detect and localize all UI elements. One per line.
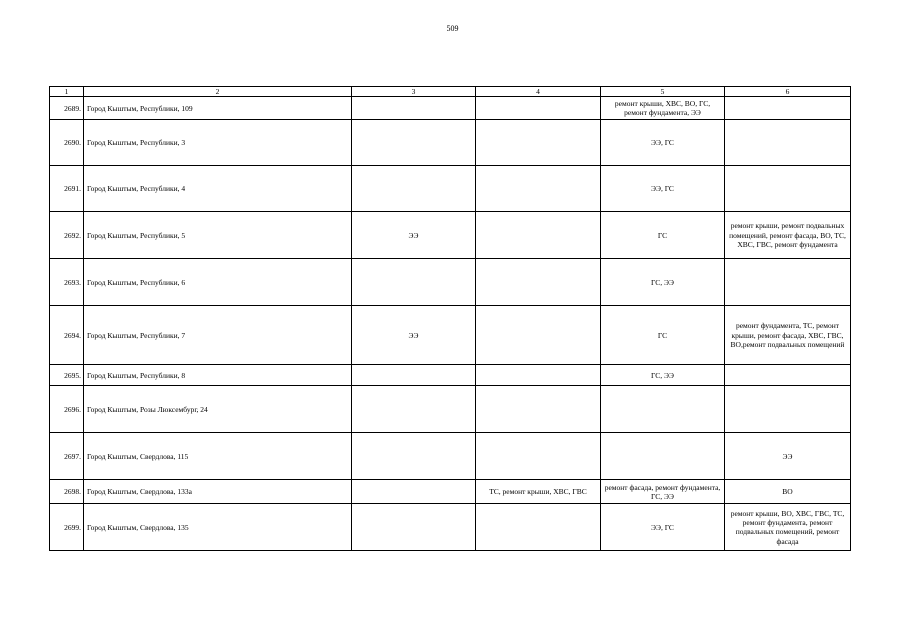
table-row	[50, 433, 851, 480]
row-number: 2694.	[50, 306, 84, 365]
header-cell: 1	[50, 87, 84, 97]
address-cell: Город Кыштым, Республики, 6	[84, 259, 352, 306]
col5-cell: ГС, ЭЭ	[601, 365, 725, 386]
col6-cell: ремонт фундамента, ТС, ремонт крыши, ремонт фасада, ХВС, ГВС, ВО,ремонт подвальных помещений	[725, 306, 851, 365]
col6-cell: ВО	[725, 480, 851, 504]
col4-cell	[476, 212, 601, 259]
table-row	[50, 212, 851, 259]
col4-cell	[476, 504, 601, 551]
col4-cell: ТС, ремонт крыши, ХВС, ГВС	[476, 480, 601, 504]
address-cell: Город Кыштым, Свердлова, 115	[84, 433, 352, 480]
row-number: 2699.	[50, 504, 84, 551]
col3-cell	[352, 120, 476, 166]
row-number: 2695.	[50, 365, 84, 386]
row-number: 2689.	[50, 97, 84, 120]
address-cell: Город Кыштым, Республики, 109	[84, 97, 352, 120]
address-cell: Город Кыштым, Республики, 3	[84, 120, 352, 166]
table-row	[50, 97, 851, 120]
row-number: 2697.	[50, 433, 84, 480]
table-row	[50, 365, 851, 386]
col4-cell	[476, 365, 601, 386]
row-number: 2693.	[50, 259, 84, 306]
table-row	[50, 306, 851, 365]
row-number: 2698.	[50, 480, 84, 504]
col6-cell: ремонт крыши, ВО, ХВС, ГВС, ТС, ремонт фундамента, ремонт подвальных помещений, ремонт фасада	[725, 504, 851, 551]
address-cell: Город Кыштым, Свердлова, 135	[84, 504, 352, 551]
row-number: 2690.	[50, 120, 84, 166]
header-cell: 3	[352, 87, 476, 97]
col3-cell: ЭЭ	[352, 212, 476, 259]
header-cell: 6	[725, 87, 851, 97]
row-number: 2691.	[50, 166, 84, 212]
header-cell: 4	[476, 87, 601, 97]
col5-cell	[601, 386, 725, 433]
table-row	[50, 386, 851, 433]
col3-cell	[352, 433, 476, 480]
address-cell: Город Кыштым, Республики, 5	[84, 212, 352, 259]
col6-cell	[725, 120, 851, 166]
col3-cell	[352, 97, 476, 120]
page-number: 509	[446, 24, 459, 33]
col6-cell: ЭЭ	[725, 433, 851, 480]
row-number: 2692.	[50, 212, 84, 259]
table-row	[50, 166, 851, 212]
col5-cell	[601, 433, 725, 480]
col4-cell	[476, 120, 601, 166]
address-cell: Город Кыштым, Республики, 4	[84, 166, 352, 212]
col4-cell	[476, 433, 601, 480]
col4-cell	[476, 97, 601, 120]
address-cell: Город Кыштым, Розы Люксембург, 24	[84, 386, 352, 433]
col3-cell	[352, 166, 476, 212]
header-row	[50, 87, 851, 97]
col5-cell: ремонт крыши, ХВС, ВО, ГС, ремонт фундамента, ЭЭ	[601, 97, 725, 120]
col5-cell: ГС	[601, 212, 725, 259]
col3-cell: ЭЭ	[352, 306, 476, 365]
col6-cell: ремонт крыши, ремонт подвальных помещений, ремонт фасада, ВО, ТС, ХВС, ГВС, ремонт фундамента	[725, 212, 851, 259]
data-table	[49, 86, 851, 551]
col5-cell: ЭЭ, ГС	[601, 120, 725, 166]
address-cell: Город Кыштым, Республики, 7	[84, 306, 352, 365]
table-row	[50, 259, 851, 306]
col5-cell: ГС	[601, 306, 725, 365]
col4-cell	[476, 259, 601, 306]
col4-cell	[476, 386, 601, 433]
col6-cell	[725, 365, 851, 386]
col5-cell: ЭЭ, ГС	[601, 166, 725, 212]
address-cell: Город Кыштым, Свердлова, 133а	[84, 480, 352, 504]
col6-cell	[725, 97, 851, 120]
col6-cell	[725, 259, 851, 306]
col6-cell	[725, 166, 851, 212]
header-cell: 2	[84, 87, 352, 97]
col3-cell	[352, 480, 476, 504]
col3-cell	[352, 259, 476, 306]
col3-cell	[352, 504, 476, 551]
table-row	[50, 480, 851, 504]
col3-cell	[352, 365, 476, 386]
col4-cell	[476, 306, 601, 365]
table-row	[50, 504, 851, 551]
col6-cell	[725, 386, 851, 433]
address-cell: Город Кыштым, Республики, 8	[84, 365, 352, 386]
table-row	[50, 120, 851, 166]
col5-cell: ЭЭ, ГС	[601, 504, 725, 551]
col5-cell: ремонт фасада, ремонт фундамента, ГС, ЭЭ	[601, 480, 725, 504]
header-cell: 5	[601, 87, 725, 97]
col5-cell: ГС, ЭЭ	[601, 259, 725, 306]
col4-cell	[476, 166, 601, 212]
row-number: 2696.	[50, 386, 84, 433]
col3-cell	[352, 386, 476, 433]
